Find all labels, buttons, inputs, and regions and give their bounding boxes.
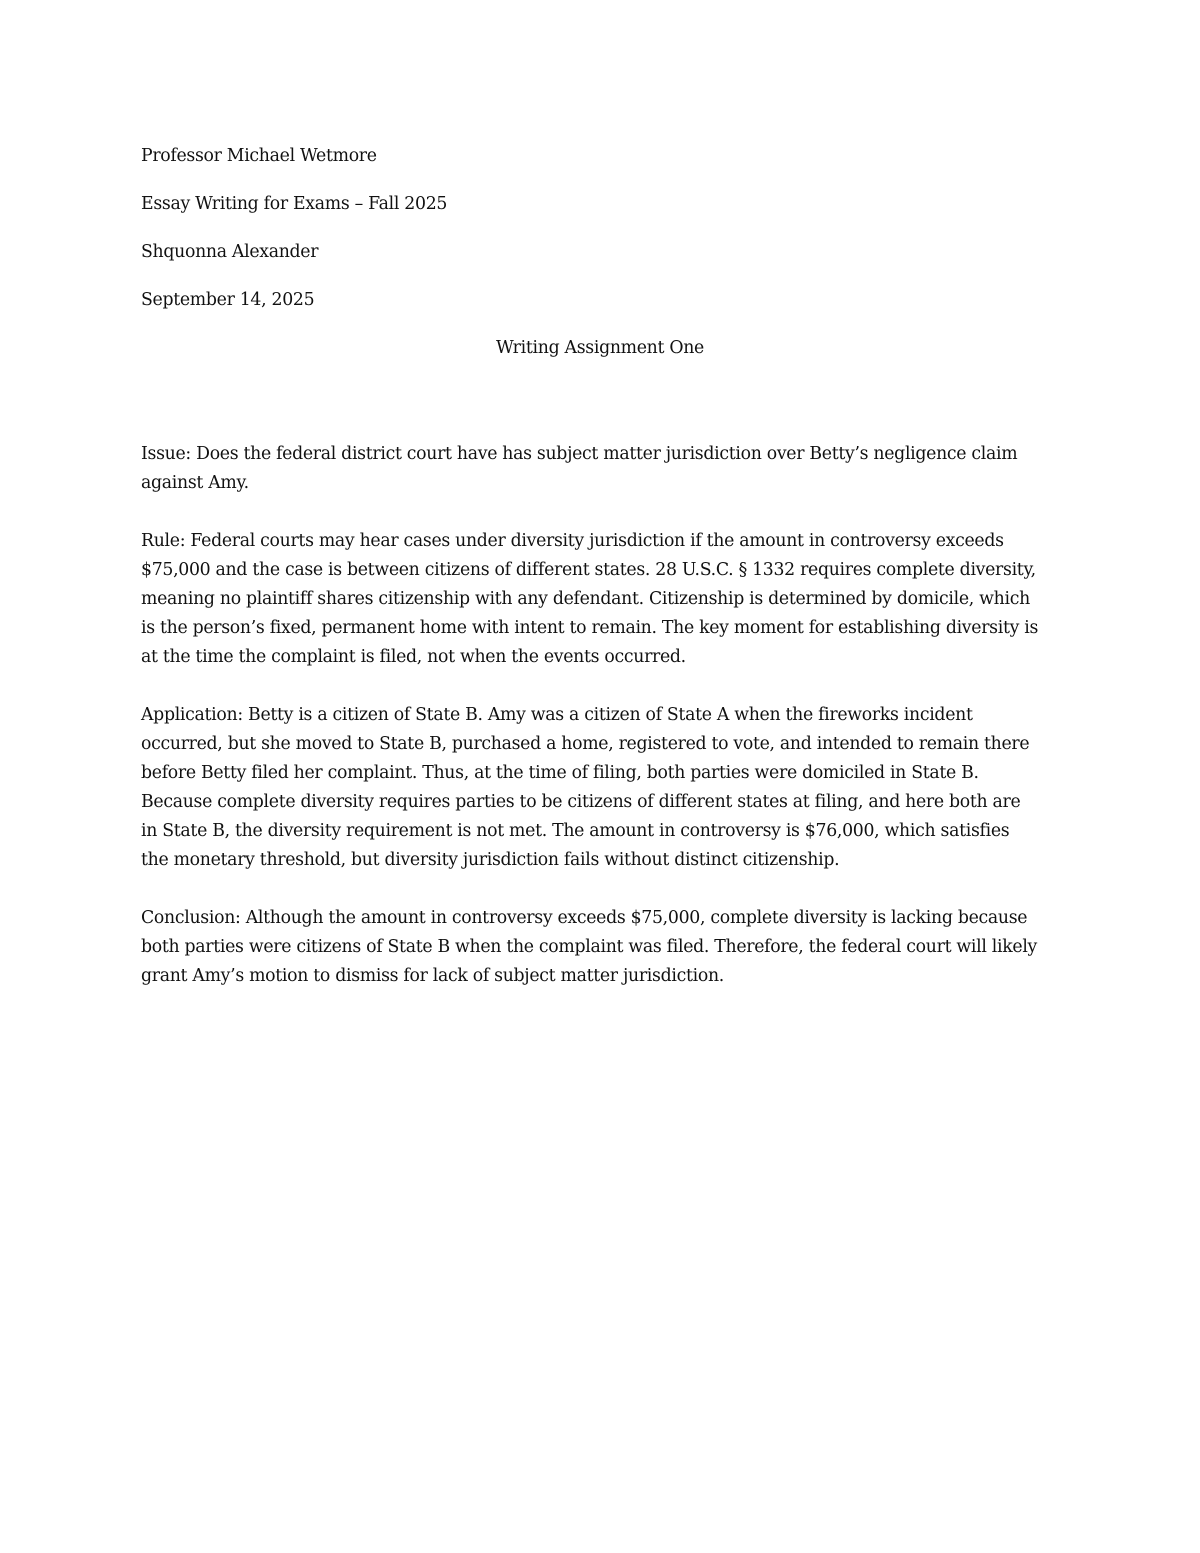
conclusion-paragraph: Conclusion: Although the amount in controversy exceeds $75,000, complete diversity is lacking because both parties were citizens of State B when the complaint was filed. Therefore, the federal court will likely grant Amy’s motion to dismiss for lack of subject matter jurisdiction. <box>141 908 1038 986</box>
rule-paragraph: Rule: Federal courts may hear cases under diversity jurisdiction if the amount in controversy exceeds $75,000 and the case is between citizens of different states. 28 U.S.C. § 1332 requires complete diversity, meaning no plaintiff shares citizenship with any defendant. Citizenship is determined by domicile, which is the person’s fixed, permanent home with intent to remain. The key moment for establishing diversity is at the time the complaint is filed, not when the events occurred. <box>141 531 1039 667</box>
professor-name: Professor Michael Wetmore <box>141 146 377 166</box>
application-paragraph: Application: Betty is a citizen of State B. Amy was a citizen of State A when the fireworks incident occurred, but she moved to State B, purchased a home, registered to vote, and intended to remain there before Betty filed her complaint. Thus, at the time of filing, both parties were domiciled in State B. Because complete diversity requires parties to be citizens of different states at filing, and here both are in State B, the diversity requirement is not met. The amount in controversy is $76,000, which satisfies the monetary threshold, but diversity jurisdiction fails without distinct citizenship. <box>141 705 1030 870</box>
document-body <box>141 142 1041 1020</box>
document-date: September 14, 2025 <box>141 290 315 310</box>
course-name: Essay Writing for Exams – Fall 2025 <box>141 194 448 214</box>
document-title: Writing Assignment One <box>496 338 704 358</box>
issue-paragraph: Issue: Does the federal district court have has subject matter jurisdiction over Betty’s negligence claim against Amy. <box>141 444 1018 493</box>
student-name: Shquonna Alexander <box>141 242 319 262</box>
